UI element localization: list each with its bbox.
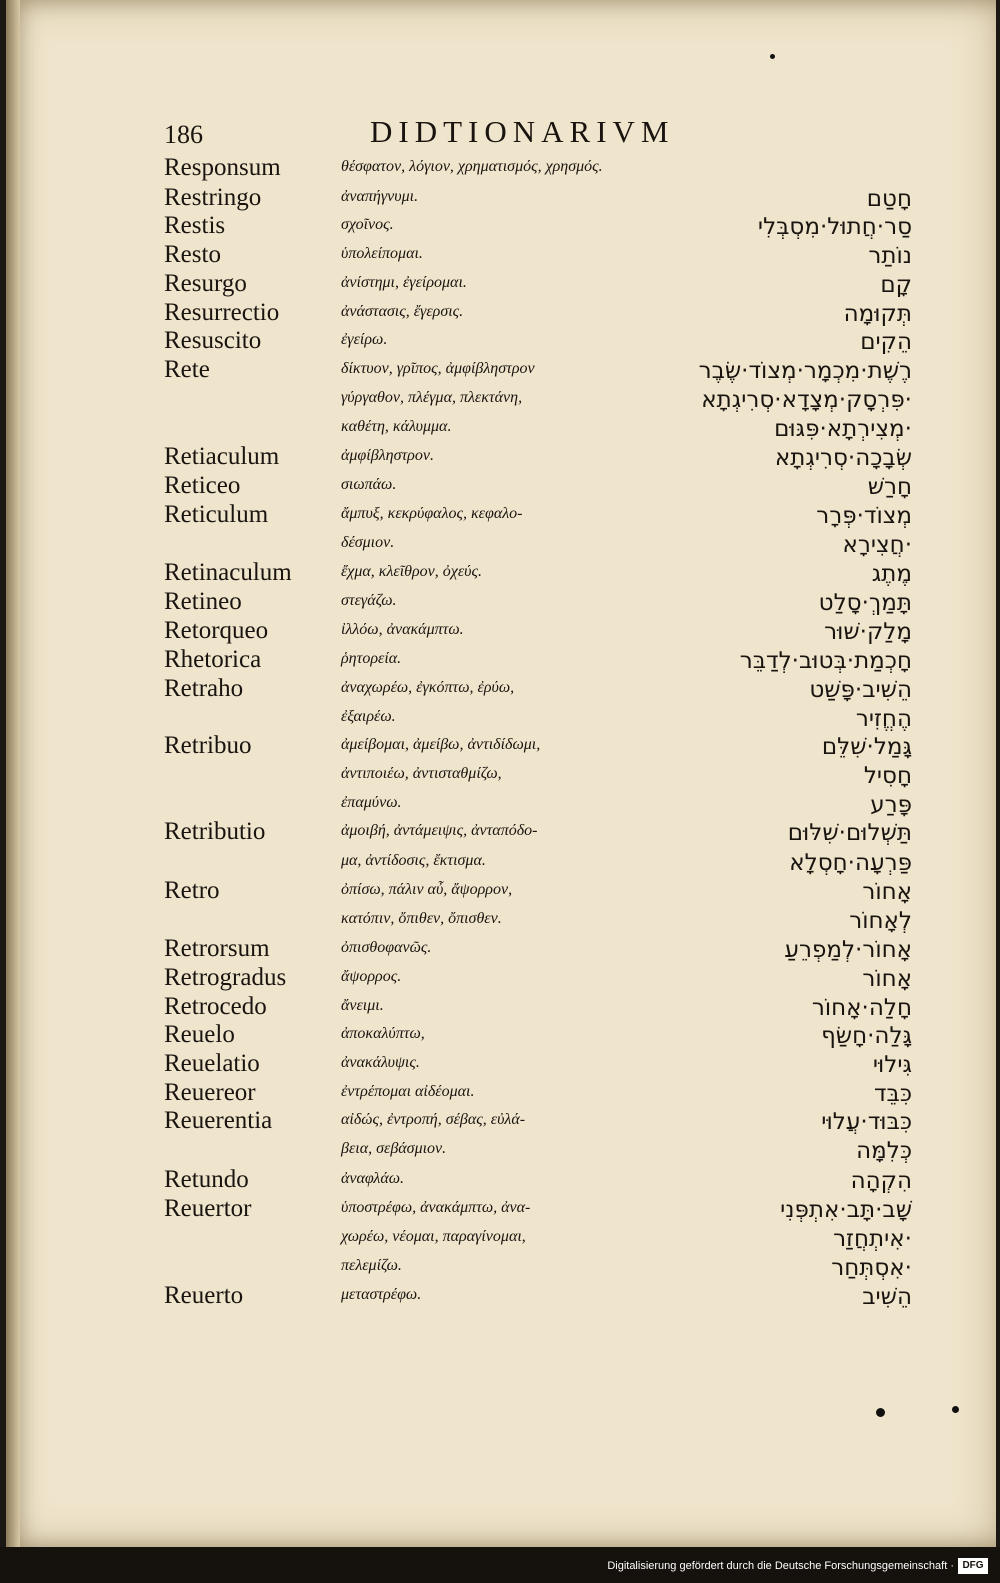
greek-gloss: ἄνειμι.	[341, 997, 384, 1014]
ink-dot	[770, 54, 775, 59]
greek-gloss: βεια, σεβάσμιον.	[341, 1140, 447, 1157]
greek-gloss: ἀναχωρέω, ἐγκόπτω, ἐρύω,	[341, 679, 515, 696]
latin-headword: Reuereor	[164, 1079, 256, 1106]
greek-gloss: ὑπολείπομαι.	[341, 245, 423, 262]
dictionary-entry	[6, 910, 996, 939]
greek-gloss: σχοῖνος.	[341, 216, 394, 233]
hebrew-gloss: גָּמַל·שִׁלֵּם	[821, 734, 912, 760]
hebrew-gloss: גִּילוּי	[872, 1052, 912, 1078]
digitization-footer	[0, 1547, 1000, 1583]
book-page	[6, 0, 996, 1547]
hebrew-gloss: מֶתֶג	[871, 561, 912, 587]
latin-headword: Rete	[164, 356, 210, 383]
latin-headword: Retributio	[164, 818, 266, 845]
hebrew-gloss: רֶשֶׁת·מִכְמָר·מְצוֹד·שֶׂבֶר	[698, 358, 912, 384]
hebrew-gloss: הִקְהָה	[850, 1168, 912, 1194]
greek-gloss: ἐγείρω.	[341, 331, 388, 348]
hebrew-gloss: חָרַשׁ	[867, 474, 912, 500]
dictionary-entry	[6, 1140, 996, 1169]
hebrew-gloss: קָם	[880, 272, 912, 298]
dictionary-entry	[6, 443, 996, 476]
greek-gloss: ἀμείβομαι, ἀμείβω, ἀντιδίδωμι,	[341, 736, 541, 753]
hebrew-gloss: ·מְצִירְתָא·פִּגּוּם	[774, 416, 912, 442]
dictionary-entry	[6, 389, 996, 418]
hebrew-gloss: לְאָחוֹר	[849, 908, 912, 934]
hebrew-gloss: תְּקוּמָה	[843, 301, 912, 327]
dictionary-entry	[6, 472, 996, 505]
latin-headword: Reticeo	[164, 472, 241, 499]
dictionary-entry	[6, 1282, 996, 1315]
dictionary-entry	[6, 675, 996, 708]
dfg-logo: DFG	[958, 1558, 988, 1574]
dictionary-entry	[6, 534, 996, 563]
hebrew-gloss: שָׁב·תָּב·אִתְפְּנִי	[780, 1197, 912, 1223]
hebrew-gloss: חָטַם	[866, 186, 912, 212]
dictionary-entry	[6, 154, 996, 187]
greek-gloss: ἐντρέπομαι αἰδέομαι.	[341, 1083, 475, 1100]
hebrew-gloss: הֵשִׁיב·פָּשַׁט	[809, 677, 912, 703]
greek-gloss: ἔχμα, κλεῖθρον, ὀχεύς.	[341, 563, 482, 580]
latin-headword: Retundo	[164, 1166, 249, 1193]
dictionary-entry	[6, 646, 996, 679]
dictionary-entry	[6, 818, 996, 851]
latin-headword: Reuelatio	[164, 1050, 260, 1077]
dictionary-entry	[6, 299, 996, 332]
greek-gloss: ἐξαιρέω.	[341, 708, 396, 725]
dictionary-entry	[6, 270, 996, 303]
greek-gloss: ἀποκαλύπτω,	[341, 1025, 425, 1042]
hebrew-gloss: אָחוֹר	[862, 966, 912, 992]
latin-headword: Resto	[164, 241, 221, 268]
latin-headword: Retribuo	[164, 732, 252, 759]
hebrew-gloss: תָּמַךְ·סָלַט	[818, 590, 912, 616]
dictionary-entry	[6, 559, 996, 592]
hebrew-gloss: כִּבֵּד	[873, 1081, 912, 1107]
latin-headword: Reuerentia	[164, 1107, 273, 1134]
latin-headword: Responsum	[164, 154, 281, 181]
dictionary-entry	[6, 935, 996, 968]
dictionary-entry	[6, 708, 996, 737]
greek-gloss: ἰλλόω, ἀνακάμπτω.	[341, 621, 464, 638]
hebrew-gloss: פַּרְעָה·חָסְלָא	[789, 850, 912, 876]
greek-gloss: μεταστρέφω.	[341, 1286, 422, 1303]
greek-gloss: ἄμπυξ, κεκρύφαλος, κεφαλο-	[341, 505, 523, 522]
greek-gloss: ἀντιποιέω, ἀντισταθμίζω,	[341, 765, 502, 782]
hebrew-gloss: חָכְמַת·בְּטוּב·לְדַבֵּר	[739, 648, 912, 674]
dictionary-entry	[6, 241, 996, 274]
hebrew-gloss: הֵקִים	[860, 329, 912, 355]
dictionary-entry	[6, 184, 996, 217]
greek-gloss: αἰδώς, ἐντροπή, σέβας, εὐλά-	[341, 1111, 526, 1128]
dictionary-entry	[6, 852, 996, 881]
dictionary-entry	[6, 212, 996, 245]
latin-headword: Reuertor	[164, 1195, 252, 1222]
greek-gloss: σιωπάω.	[341, 476, 397, 493]
hebrew-gloss: כִּבּוּד·עֲלוּי	[821, 1109, 912, 1135]
latin-headword: Resurrectio	[164, 299, 280, 326]
greek-gloss: χωρέω, νέομαι, παραγίνομαι,	[341, 1228, 526, 1245]
hebrew-gloss: כְּלִמָּה	[856, 1138, 912, 1164]
hebrew-gloss: הֶחֱזִיר	[855, 706, 912, 732]
hebrew-gloss: חָסִיל	[863, 763, 912, 789]
latin-headword: Retrocedo	[164, 993, 267, 1020]
hebrew-gloss: חָלַה·אָחוֹר	[811, 995, 912, 1021]
greek-gloss: ὑποστρέφω, ἀνακάμπτω, ἀνα-	[341, 1199, 531, 1216]
running-head: DIDTIONARIVM	[370, 114, 675, 149]
hebrew-gloss: פָּרַע	[870, 792, 912, 818]
latin-headword: Retrogradus	[164, 964, 287, 991]
greek-gloss: ἀμοιβή, ἀντάμειψις, ἀνταπόδο-	[341, 822, 538, 839]
footer-credit: Digitalisierung gefördert durch die Deutsche Forschungsgemeinschaft ·	[607, 1560, 954, 1572]
latin-headword: Retraho	[164, 675, 244, 702]
hebrew-gloss: ·אִסְתְּחַר	[831, 1255, 912, 1281]
latin-headword: Reuelo	[164, 1021, 235, 1048]
hebrew-gloss: מְצוֹד·פְּרָר	[816, 503, 912, 529]
dictionary-entry	[6, 765, 996, 794]
dictionary-entry	[6, 327, 996, 360]
greek-gloss: ἀνακάλυψις.	[341, 1054, 420, 1071]
dictionary-entry	[6, 1021, 996, 1054]
hebrew-gloss: הֵשִׁיב	[862, 1284, 912, 1310]
hebrew-gloss: ·אִיתְחֲזַר	[833, 1226, 912, 1252]
greek-gloss: ἀναπήγνυμι.	[341, 188, 419, 205]
greek-gloss: ὀπισθοφανῶς.	[341, 939, 432, 956]
greek-gloss: ἀμφίβληστρον.	[341, 447, 434, 464]
latin-headword: Retineo	[164, 588, 242, 615]
ink-dot	[876, 1408, 885, 1417]
dictionary-entry	[6, 501, 996, 534]
dictionary-entry	[6, 1166, 996, 1199]
greek-gloss: μα, ἀντίδοσις, ἔκτισμα.	[341, 852, 486, 869]
latin-headword: Retinaculum	[164, 559, 292, 586]
hebrew-gloss: ·פִּרְסָק·מְצָדָא·סְרִיגְתָא	[701, 387, 912, 413]
dictionary-entry	[6, 418, 996, 447]
dictionary-entry	[6, 964, 996, 997]
greek-gloss: ἐπαμύνω.	[341, 794, 402, 811]
greek-gloss: θέσφατον, λόγιον, χρηματισμός, χρησμός.	[341, 158, 603, 175]
dictionary-entry	[6, 877, 996, 910]
latin-headword: Retiaculum	[164, 443, 280, 470]
dictionary-entry	[6, 1050, 996, 1083]
dictionary-entry	[6, 1107, 996, 1140]
dictionary-entry	[6, 1079, 996, 1112]
hebrew-gloss: תַּשְׁלוּם·שִׁלּוּם	[787, 820, 912, 846]
greek-gloss: γύργαθον, πλέγμα, πλεκτάνη,	[341, 389, 523, 406]
greek-gloss: ἀνάστασις, ἔγερσις.	[341, 303, 464, 320]
dictionary-entry	[6, 1257, 996, 1286]
hebrew-gloss: אָחוֹר·לְמַפְרֵעַ	[784, 937, 912, 963]
dictionary-entry	[6, 588, 996, 621]
hebrew-gloss: ·חֲצִירָא	[842, 532, 912, 558]
latin-headword: Retorqueo	[164, 617, 269, 644]
latin-headword: Restringo	[164, 184, 262, 211]
latin-headword: Reuerto	[164, 1282, 244, 1309]
latin-headword: Retrorsum	[164, 935, 270, 962]
hebrew-gloss: שְׂבָכָה·סְרִיגְתָא	[774, 445, 912, 471]
dictionary-entry	[6, 1228, 996, 1257]
dictionary-entry	[6, 794, 996, 823]
hebrew-gloss: גָּלַה·חָשַׂף	[821, 1023, 912, 1049]
greek-gloss: ὀπίσω, πάλιν αὖ, ἄψορρον,	[341, 881, 513, 898]
latin-headword: Restis	[164, 212, 226, 239]
latin-headword: Rhetorica	[164, 646, 262, 673]
page-number: 186	[164, 120, 203, 149]
dictionary-entry	[6, 1195, 996, 1228]
greek-gloss: στεγάζω.	[341, 592, 397, 609]
latin-headword: Reticulum	[164, 501, 269, 528]
greek-gloss: καθέτη, κάλυμμα.	[341, 418, 452, 435]
greek-gloss: ἄψορρος.	[341, 968, 402, 985]
greek-gloss: δέσμιον.	[341, 534, 395, 551]
dictionary-entry	[6, 993, 996, 1026]
greek-gloss: ῥητορεία.	[341, 650, 402, 667]
latin-headword: Resuscito	[164, 327, 262, 354]
greek-gloss: κατόπιν, ὄπιθεν, ὄπισθεν.	[341, 910, 502, 927]
latin-headword: Resurgo	[164, 270, 247, 297]
latin-headword: Retro	[164, 877, 220, 904]
hebrew-gloss: נוֹתַר	[868, 243, 912, 269]
hebrew-gloss: סַר·חֲתוּל·מִסְבְּלִי	[757, 214, 912, 240]
dictionary-entry	[6, 617, 996, 650]
hebrew-gloss: מָלַק·שׁוּר	[824, 619, 912, 645]
dictionary-entry	[6, 732, 996, 765]
hebrew-gloss: אָחוֹר	[862, 879, 912, 905]
ink-dot	[952, 1406, 959, 1413]
greek-gloss: δίκτυον, γρῖπος, ἀμφίβληστρον	[341, 360, 535, 377]
greek-gloss: πελεμίζω.	[341, 1257, 402, 1274]
greek-gloss: ἀνίστημι, ἐγείρομαι.	[341, 274, 467, 291]
greek-gloss: ἀναφλάω.	[341, 1170, 405, 1187]
dictionary-entry	[6, 356, 996, 389]
